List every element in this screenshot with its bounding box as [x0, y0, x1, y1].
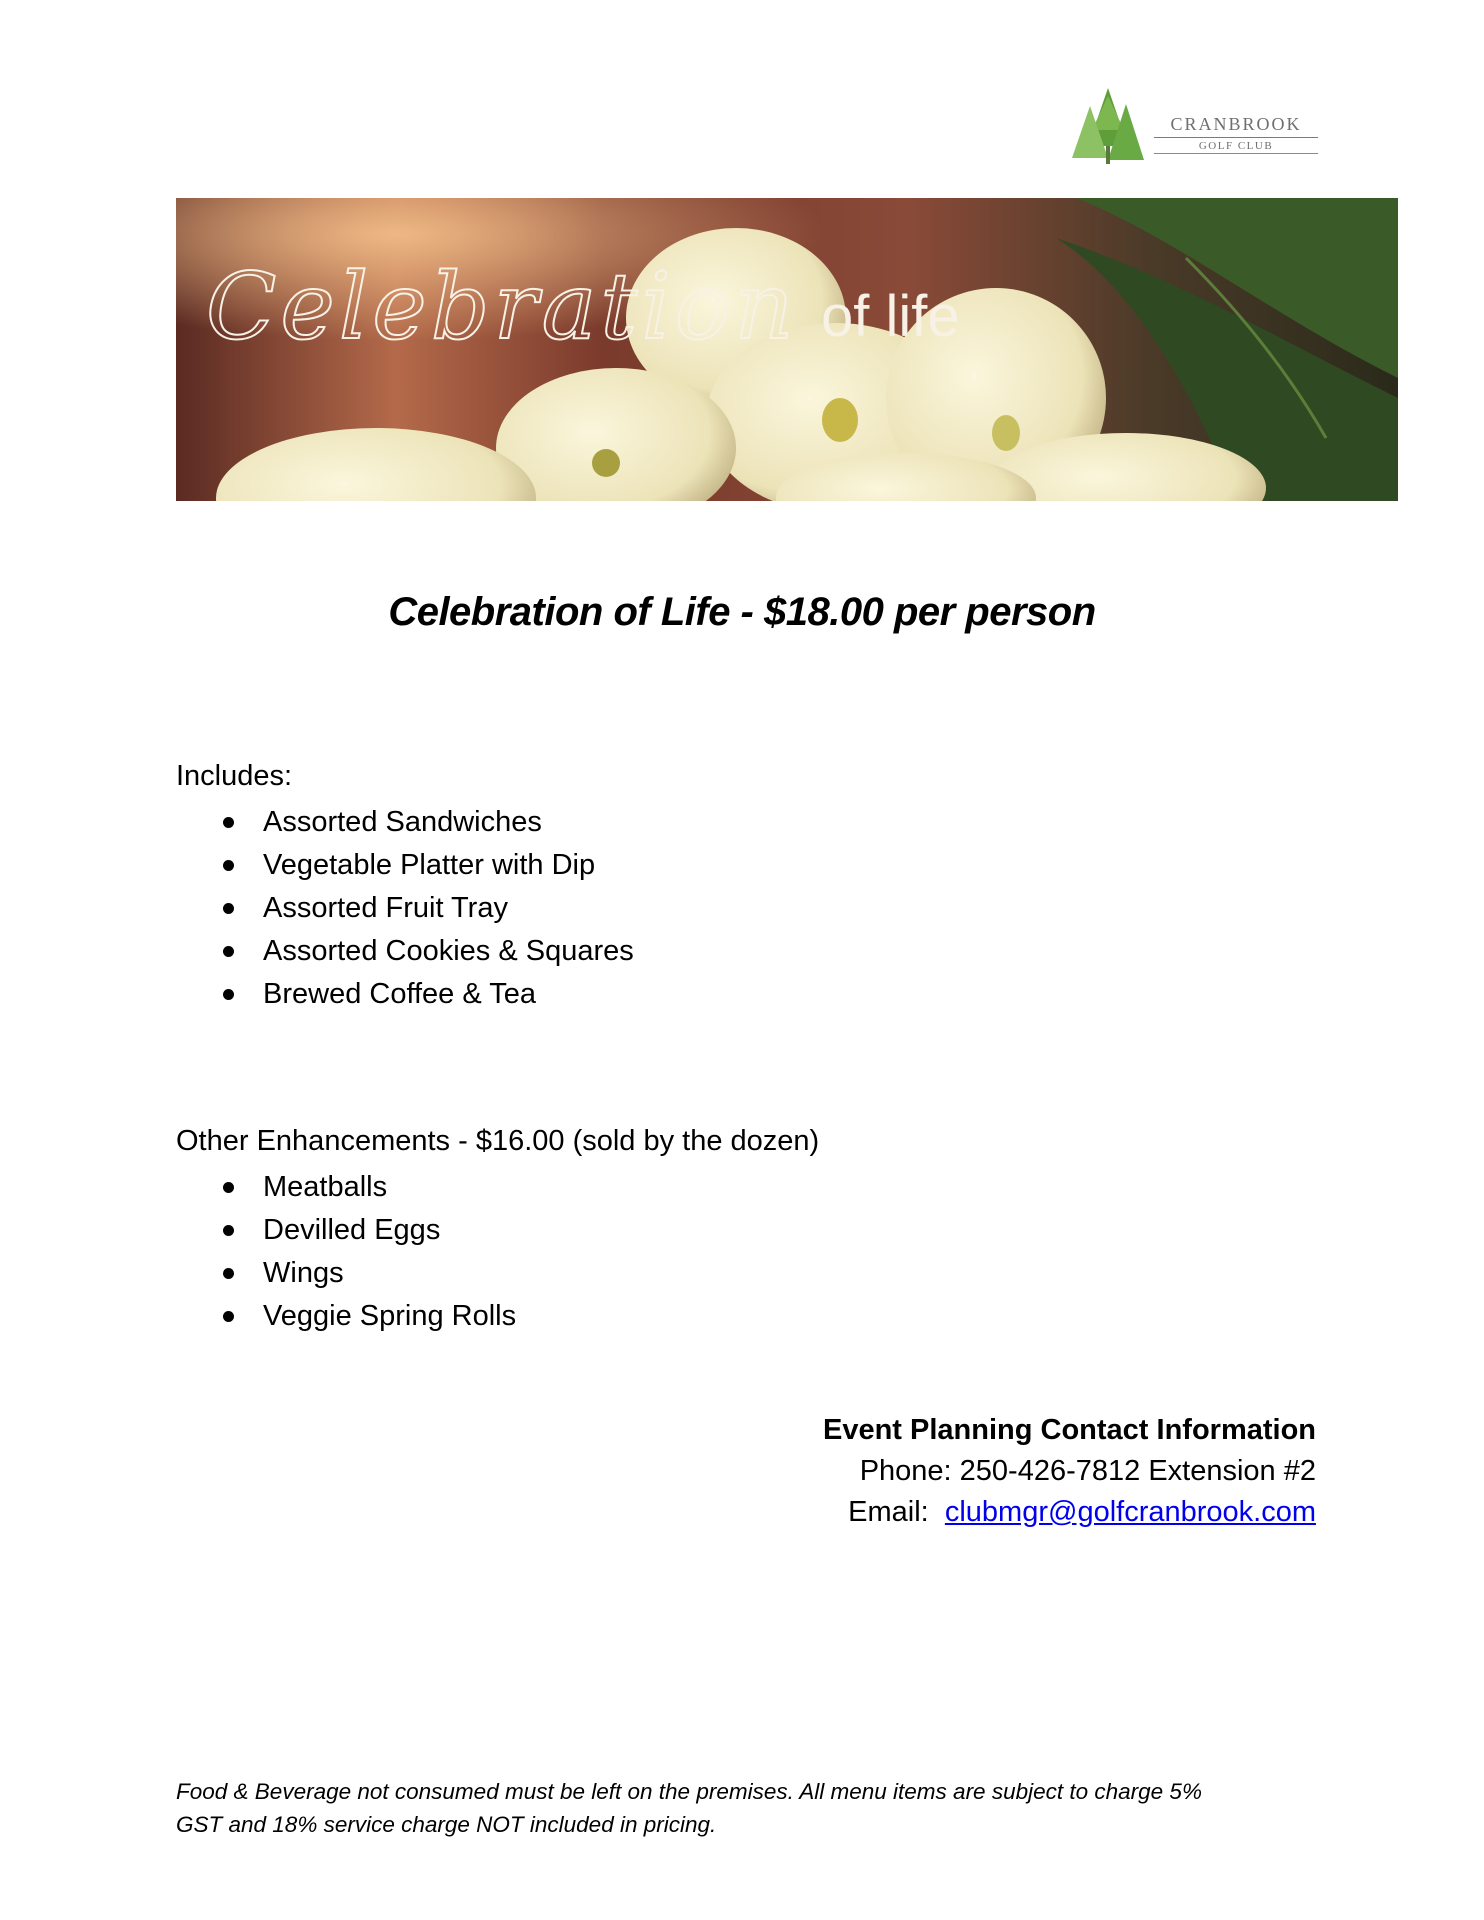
- footer-note: [176, 1775, 1326, 1841]
- list-item: Vegetable Platter with Dip: [176, 844, 634, 887]
- list-item: Assorted Fruit Tray: [176, 887, 634, 930]
- club-logo: [1068, 86, 1318, 166]
- email-label: Email:: [848, 1496, 945, 1528]
- includes-title: Includes:: [176, 760, 293, 792]
- list-item: Brewed Coffee & Tea: [176, 973, 634, 1016]
- bullet-icon: [223, 860, 234, 871]
- email-link[interactable]: clubmgr@golfcranbrook.com: [944, 1496, 1316, 1528]
- list-item: Assorted Cookies & Squares: [176, 930, 634, 973]
- list-item: Veggie Spring Rolls: [176, 1295, 516, 1338]
- list-item: Devilled Eggs: [176, 1209, 516, 1252]
- bullet-icon: [223, 1311, 234, 1322]
- list-item: Meatballs: [176, 1166, 516, 1209]
- bullet-icon: [223, 989, 234, 1000]
- banner-script-text: Celebration: [206, 253, 798, 360]
- logo-subtitle: GOLF CLUB: [1154, 140, 1318, 154]
- banner-tail-text: of life: [821, 284, 960, 349]
- page-title: Celebration of Life - $18.00 per person: [388, 590, 1096, 634]
- logo-name: CRANBROOK: [1154, 114, 1318, 138]
- bullet-icon: [223, 1225, 234, 1236]
- contact-title: Event Planning Contact Information: [822, 1414, 1316, 1446]
- bullet-icon: [223, 903, 234, 914]
- bullet-icon: [223, 817, 234, 828]
- enhancements-list: [176, 1166, 516, 1338]
- footer-line-1: Food & Beverage not consumed must be left on the premises. All menu items are subject to charge 5%: [176, 1779, 1202, 1804]
- enhancements-title: Other Enhancements - $16.00 (sold by the dozen): [176, 1125, 820, 1157]
- banner-image: [176, 198, 1398, 501]
- bullet-icon: [223, 1182, 234, 1193]
- list-item: Wings: [176, 1252, 516, 1295]
- contact-info: [823, 1410, 1316, 1533]
- includes-list: [176, 801, 634, 1016]
- footer-line-2: GST and 18% service charge NOT included in pricing.: [176, 1812, 717, 1837]
- pine-trees-icon: [1068, 86, 1146, 166]
- bullet-icon: [223, 946, 234, 957]
- list-item: Assorted Sandwiches: [176, 801, 634, 844]
- bullet-icon: [223, 1268, 234, 1279]
- contact-phone: Phone: 250-426-7812 Extension #2: [859, 1455, 1316, 1487]
- contact-email-line: [823, 1492, 1316, 1533]
- celebration-banner: [176, 198, 1398, 501]
